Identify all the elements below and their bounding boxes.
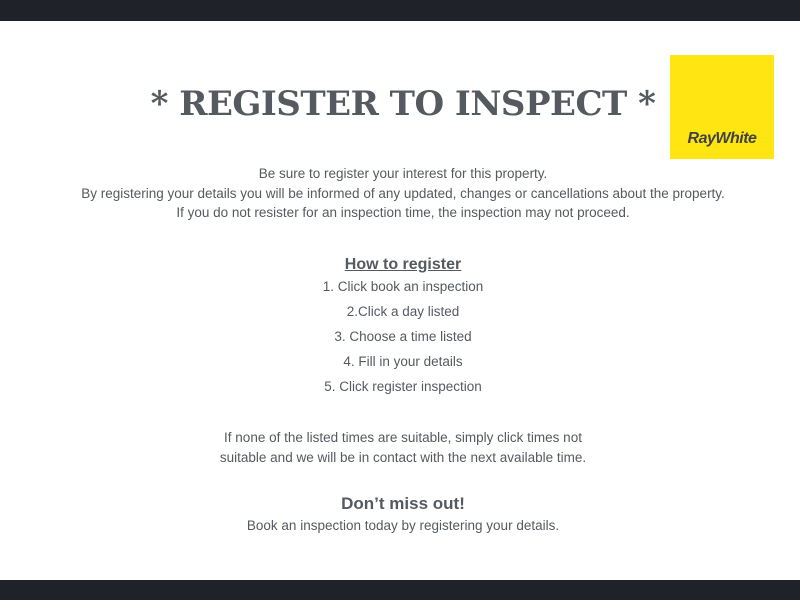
step-item: 3. Choose a time listed <box>334 329 472 344</box>
raywhite-logo <box>670 55 774 159</box>
note-line: If none of the listed times are suitable, simply click times not <box>224 430 582 445</box>
step-item: 2.Click a day listed <box>346 304 460 319</box>
cta-text: Book an inspection today by registering your details. <box>246 518 560 533</box>
page-title: * REGISTER TO INSPECT * <box>150 84 656 124</box>
cta-heading: Don’t miss out! <box>341 494 465 513</box>
step-item: 5. Click register inspection <box>324 379 482 394</box>
bottom-bar <box>0 580 800 600</box>
step-item: 4. Fill in your details <box>343 354 463 369</box>
logo-text: RayWhite <box>687 130 757 147</box>
top-bar <box>0 0 800 21</box>
intro-line: By registering your details you will be informed of any updated, changes or cancellations about the property. <box>81 185 725 201</box>
step-item: 1. Click book an inspection <box>322 279 484 294</box>
intro-line: If you do not resister for an inspection time, the inspection may not proceed. <box>176 205 630 220</box>
intro-line: Be sure to register your interest for this property. <box>258 166 548 181</box>
note-line: suitable and we will be in contact with the next available time. <box>219 449 587 465</box>
steps-list <box>0 277 800 402</box>
intro-text <box>0 164 800 223</box>
how-to-register-heading: How to register <box>344 256 462 273</box>
availability-note <box>0 428 800 467</box>
